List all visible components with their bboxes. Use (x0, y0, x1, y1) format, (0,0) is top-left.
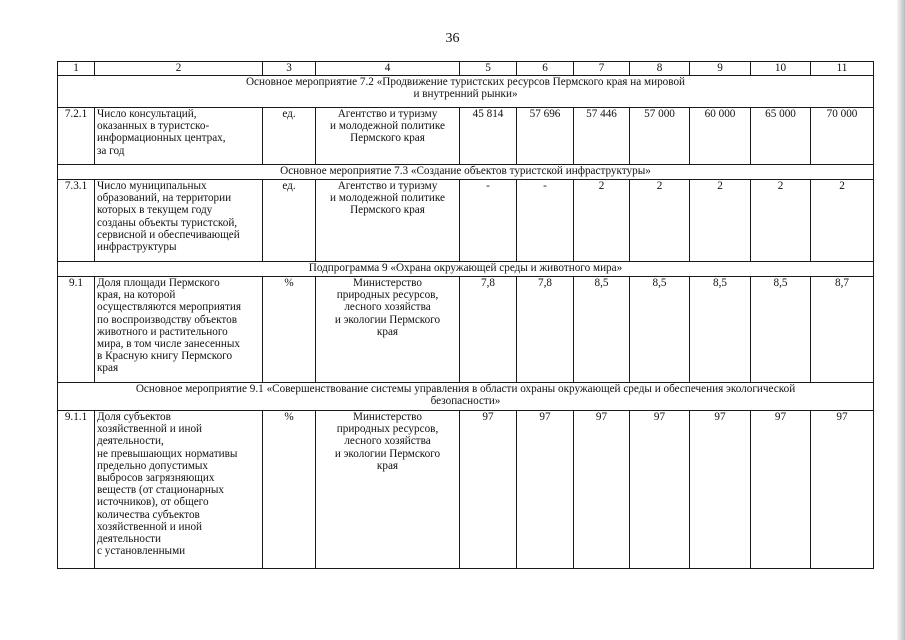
row-code: 9.1 (58, 277, 95, 383)
column-number: 3 (263, 62, 316, 76)
column-number: 8 (630, 62, 690, 76)
value-cell: - (460, 180, 517, 262)
value-cell: 97 (517, 411, 574, 569)
value-cell: 8,5 (690, 277, 751, 383)
value-cell: 57 696 (517, 108, 574, 165)
value-cell: 60 000 (690, 108, 751, 165)
row-code: 9.1.1 (58, 411, 95, 569)
value-cell: 97 (751, 411, 811, 569)
column-number: 6 (517, 62, 574, 76)
row-code: 7.3.1 (58, 180, 95, 262)
executor: Министерство природных ресурсов, лесного хозяйства и экологии Пермского края (316, 277, 460, 383)
section-heading: Основное мероприятие 9.1 «Совершенствование системы управления в области охраны окружающей среды и обеспечения экологической безопасности» (58, 383, 874, 411)
value-cell: 8,5 (574, 277, 630, 383)
unit: % (263, 411, 316, 569)
value-cell: 57 446 (574, 108, 630, 165)
value-cell: 2 (630, 180, 690, 262)
section-heading-row (58, 262, 874, 277)
value-cell: 8,7 (811, 277, 874, 383)
section-heading-row (58, 165, 874, 180)
value-cell: 2 (574, 180, 630, 262)
value-cell: 7,8 (460, 277, 517, 383)
value-cell: 97 (811, 411, 874, 569)
indicator-name: Число муниципальных образований, на территории которых в текущем году созданы объекты туристской, сервисной и обеспечивающей инфраструктуры (95, 180, 263, 262)
value-cell: 97 (574, 411, 630, 569)
section-heading: Подпрограмма 9 «Охрана окружающей среды и животного мира» (58, 262, 874, 277)
row-code: 7.2.1 (58, 108, 95, 165)
table-row (58, 180, 874, 262)
column-number: 10 (751, 62, 811, 76)
column-number: 9 (690, 62, 751, 76)
executor: Министерство природных ресурсов, лесного хозяйства и экологии Пермского края (316, 411, 460, 569)
value-cell: 7,8 (517, 277, 574, 383)
value-cell: 70 000 (811, 108, 874, 165)
table-row (58, 411, 874, 569)
value-cell: 8,5 (630, 277, 690, 383)
table-row (58, 108, 874, 165)
column-number: 5 (460, 62, 517, 76)
section-heading: Основное мероприятие 7.2 «Продвижение туристских ресурсов Пермского края на мировой и внутренний рынки» (58, 76, 874, 108)
section-heading-row (58, 383, 874, 411)
indicator-name: Число консультаций, оказанных в туристско- информационных центрах, за год (95, 108, 263, 165)
indicators-table (57, 61, 874, 569)
section-heading: Основное мероприятие 7.3 «Создание объектов туристской инфраструктуры» (58, 165, 874, 180)
unit: ед. (263, 180, 316, 262)
column-number-row (58, 62, 874, 76)
table-row (58, 277, 874, 383)
value-cell: 97 (630, 411, 690, 569)
page-number: 36 (445, 31, 460, 46)
indicator-name: Доля площади Пермского края, на которой осуществляются мероприятия по воспроизводству объектов животного и растительного мира, в том числе занесенных в Красную книгу Пермского края (95, 277, 263, 383)
column-number: 4 (316, 62, 460, 76)
executor: Агентство и туризму и молодежной политике Пермского края (316, 108, 460, 165)
value-cell: 97 (690, 411, 751, 569)
value-cell: 2 (811, 180, 874, 262)
executor: Агентство и туризму и молодежной политике Пермского края (316, 180, 460, 262)
column-number: 2 (95, 62, 263, 76)
column-number: 1 (58, 62, 95, 76)
scan-edge-shadow (897, 0, 905, 640)
unit: ед. (263, 108, 316, 165)
indicator-name: Доля субъектов хозяйственной и иной деятельности, не превышающих нормативы предельно допустимых выбросов загрязняющих веществ (от стационарных источников), от общего количества субъектов хозяйственной и иной деятельности с установленными (95, 411, 263, 569)
unit: % (263, 277, 316, 383)
value-cell: 8,5 (751, 277, 811, 383)
value-cell: 57 000 (630, 108, 690, 165)
value-cell: - (517, 180, 574, 262)
column-number: 7 (574, 62, 630, 76)
value-cell: 45 814 (460, 108, 517, 165)
value-cell: 97 (460, 411, 517, 569)
value-cell: 2 (751, 180, 811, 262)
column-number: 11 (811, 62, 874, 76)
value-cell: 2 (690, 180, 751, 262)
section-heading-row (58, 76, 874, 108)
value-cell: 65 000 (751, 108, 811, 165)
